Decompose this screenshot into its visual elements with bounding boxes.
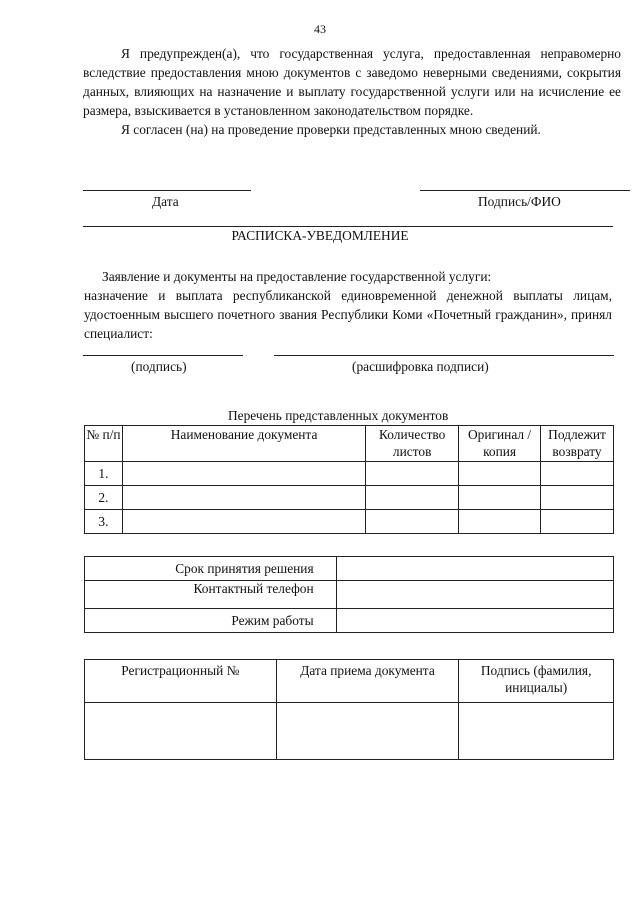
specialist-transcript-line[interactable] bbox=[274, 355, 614, 356]
specialist-signature-line[interactable] bbox=[83, 355, 243, 356]
header-return: Подлежит возврату bbox=[541, 426, 614, 462]
table-row bbox=[85, 486, 614, 510]
info-row-contact-phone bbox=[85, 581, 614, 609]
header-original-copy: Оригинал /копия bbox=[459, 426, 541, 462]
date-line[interactable] bbox=[83, 190, 251, 191]
original-copy-cell[interactable] bbox=[459, 510, 541, 534]
signature-line[interactable] bbox=[420, 190, 630, 191]
transcript-caption: (расшифровка подписи) bbox=[352, 359, 489, 374]
header-registration-number: Регистрационный № bbox=[85, 660, 277, 703]
table-row bbox=[85, 510, 614, 534]
documents-table bbox=[84, 425, 614, 534]
registration-entry-row bbox=[85, 703, 614, 760]
header-receipt-date: Дата приема документа bbox=[276, 660, 459, 703]
original-copy-cell[interactable] bbox=[459, 486, 541, 510]
info-row-decision-deadline bbox=[85, 557, 614, 581]
table-row bbox=[85, 462, 614, 486]
receipt-title: РАСПИСКА-УВЕДОМЛЕНИЕ bbox=[231, 228, 409, 243]
working-hours-label: Режим работы bbox=[85, 609, 337, 633]
contact-phone-label: Контактный телефон bbox=[85, 581, 337, 609]
working-hours-value[interactable] bbox=[336, 609, 613, 633]
decision-deadline-value[interactable] bbox=[336, 557, 613, 581]
sheet-count-cell[interactable] bbox=[366, 462, 459, 486]
row-number: 2. bbox=[85, 486, 123, 510]
signature-fio-label: Подпись/ФИО bbox=[478, 194, 561, 209]
document-name-cell[interactable] bbox=[122, 510, 365, 534]
decision-deadline-label: Срок принятия решения bbox=[85, 557, 337, 581]
return-cell[interactable] bbox=[541, 462, 614, 486]
return-cell[interactable] bbox=[541, 510, 614, 534]
header-signature: Подпись (фамилия, инициалы) bbox=[459, 660, 614, 703]
original-copy-cell[interactable] bbox=[459, 462, 541, 486]
info-row-working-hours bbox=[85, 609, 614, 633]
consent-paragraph: Я согласен (на) на проведение проверки представленных мною сведений. bbox=[121, 122, 541, 137]
warning-section bbox=[83, 44, 621, 139]
registration-number-cell[interactable] bbox=[85, 703, 277, 760]
warning-paragraph: Я предупрежден(а), что государственная услуга, предоставленная неправомерно вследствие предоставления мною документов с заведомо неверными сведениями, сокрытия данных, влияющих на назначение и выплату государственной услуги или на исчисление ее размера, взыскивается в установленном законодательством порядке. bbox=[83, 46, 621, 118]
document-name-cell[interactable] bbox=[122, 462, 365, 486]
date-label: Дата bbox=[152, 194, 179, 209]
header-sheet-count: Количество листов bbox=[366, 426, 459, 462]
receipt-text bbox=[84, 267, 612, 343]
header-document-name: Наименование документа bbox=[122, 426, 365, 462]
documents-caption: Перечень представленных документов bbox=[228, 408, 449, 423]
documents-header-row bbox=[85, 426, 614, 462]
registration-header-row bbox=[85, 660, 614, 703]
registration-table bbox=[84, 659, 614, 760]
header-number: № п/п bbox=[85, 426, 123, 462]
sheet-count-cell[interactable] bbox=[366, 486, 459, 510]
cut-line bbox=[83, 226, 613, 227]
return-cell[interactable] bbox=[541, 486, 614, 510]
page-number: 43 bbox=[314, 22, 326, 36]
info-table bbox=[84, 556, 614, 633]
signature-caption: (подпись) bbox=[131, 359, 187, 374]
receipt-line-1: Заявление и документы на предоставление государственной услуги: bbox=[102, 269, 492, 284]
row-number: 1. bbox=[85, 462, 123, 486]
sheet-count-cell[interactable] bbox=[366, 510, 459, 534]
receipt-date-cell[interactable] bbox=[276, 703, 459, 760]
receipt-line-2: назначение и выплата республиканской единовременной денежной выплаты лицам, удостоенным высшего почетного звания Республики Коми «Почетный гражданин», принял специалист: bbox=[84, 288, 612, 341]
row-number: 3. bbox=[85, 510, 123, 534]
contact-phone-value[interactable] bbox=[336, 581, 613, 609]
signature-cell[interactable] bbox=[459, 703, 614, 760]
document-name-cell[interactable] bbox=[122, 486, 365, 510]
